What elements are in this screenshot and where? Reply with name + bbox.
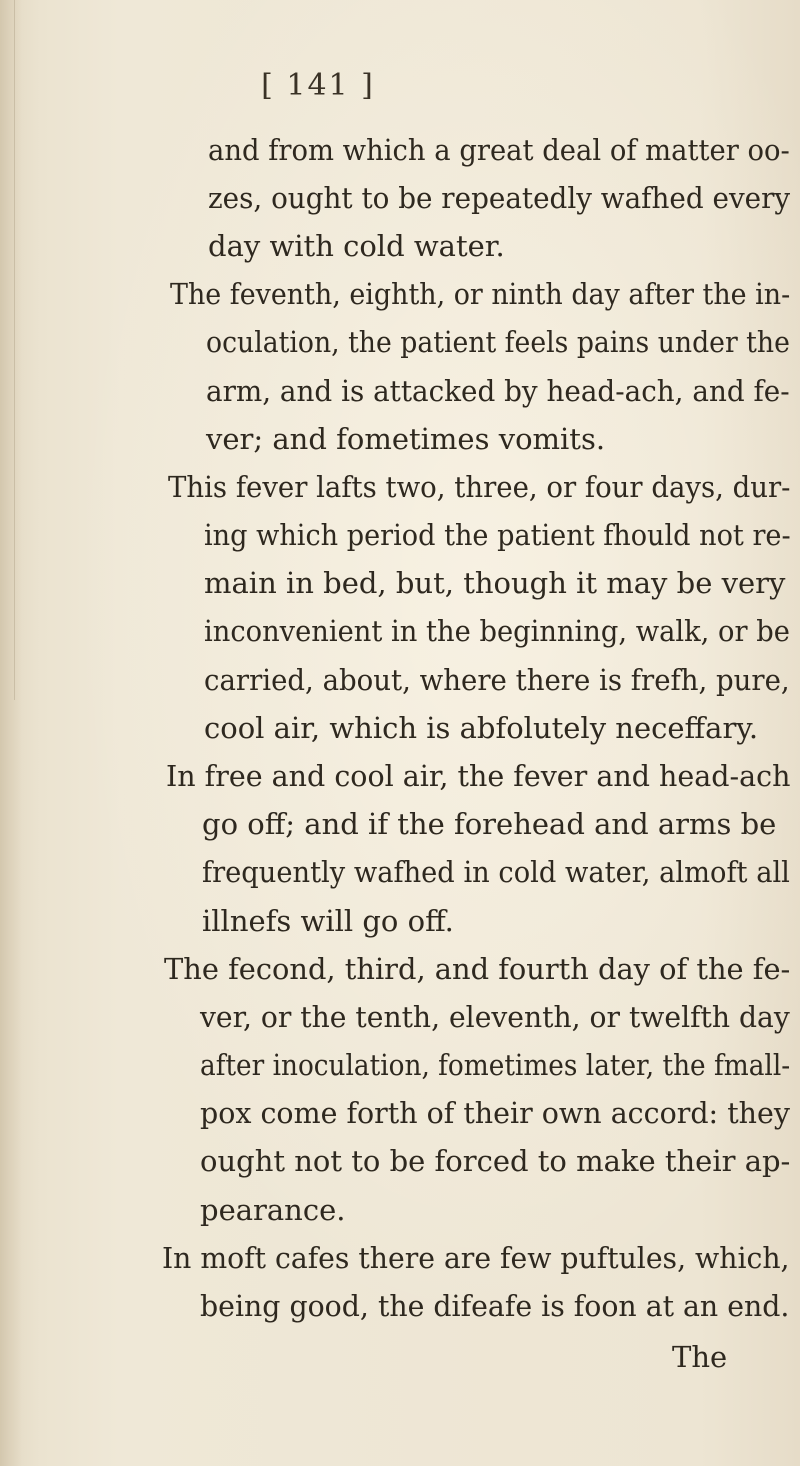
text-line: In moft cafes there are few puftules, which, [162,1241,790,1275]
text-line: The fecond, third, and fourth day of the fe- [164,952,791,986]
text-line: In free and cool air, the fever and head-ach [166,759,791,793]
text-line: main in bed, but, though it may be very [204,566,786,600]
text-line: illnefs will go off. [202,904,454,938]
text-line: being good, the difeafe is foon at an end. [200,1289,790,1323]
text-line: frequently wafhed in cold water, almoft all [202,855,790,889]
text-line: carried, about, where there is frefh, pure, [204,663,790,697]
page-number: [ 141 ] [261,68,375,103]
text-line: ought not to be forced to make their ap- [200,1144,791,1178]
text-line: after inoculation, fometimes later, the fmall- [200,1048,791,1082]
text-line: go off; and if the forehead and arms be [202,807,777,841]
text-line: and from which a great deal of matter oo- [208,133,790,167]
text-line: inconvenient in the beginning, walk, or be [204,614,790,648]
text-line: The feventh, eighth, or ninth day after the in- [170,277,791,311]
text-line: cool air, which is abfolutely neceffary. [204,711,759,745]
text-line: ver, or the tenth, eleventh, or twelfth day [200,1000,790,1034]
catchword: The [672,1340,728,1374]
text-line: zes, ought to be repeatedly wafhed every [208,181,791,215]
text-line: ver; and fometimes vomits. [206,422,606,456]
text-line: oculation, the patient feels pains under the [206,325,790,359]
text-line: day with cold water. [208,229,505,263]
text-line: pearance. [200,1193,346,1227]
text-line: pox come forth of their own accord: they [200,1096,790,1130]
text-line: arm, and is attacked by head-ach, and fe- [206,374,790,408]
text-line: This fever lafts two, three, or four days, dur- [168,470,791,504]
text-line: ing which period the patient fhould not re- [204,518,791,552]
